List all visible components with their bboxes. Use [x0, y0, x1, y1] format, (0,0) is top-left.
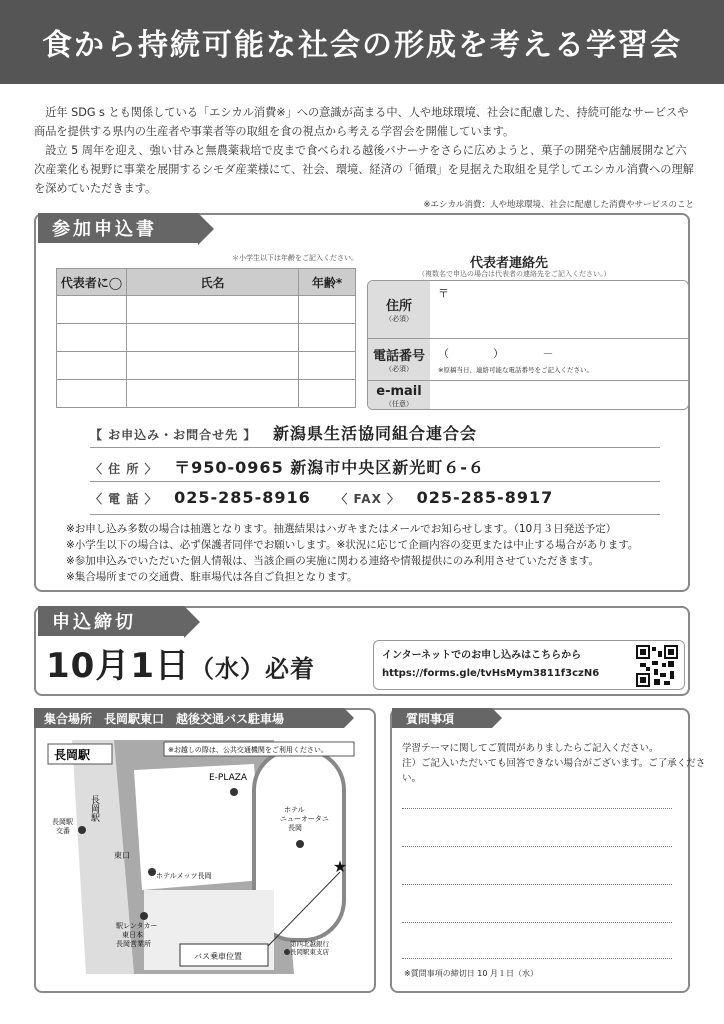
questions-intro-1: 学習テーマに関してご質問がありましたらご記入ください。 — [402, 743, 659, 754]
name-cell[interactable] — [127, 352, 299, 380]
hotel-mets-marker — [148, 868, 156, 876]
online-application — [373, 640, 685, 690]
age-cell[interactable] — [299, 324, 356, 352]
note-item: ※お申し込み多数の場合は抽選となります。抽選結果はハガキまたはメールでお知らせします。（10月３日発送予定） — [66, 523, 617, 535]
intro-paragraph-1: 近年 SDG s とも関係している「エシカル消費※」への意識が高まる中、人や地球環境、社会に配慮した、持続可能なサービスや商品を提供する県内の生産者や事業者等の取組を食の視点から考える学習会を開催しています。 — [34, 106, 689, 138]
rep-contact-box — [367, 280, 689, 410]
rent-car-marker — [140, 912, 148, 920]
address-label-text: 住所 — [385, 299, 412, 314]
rep-contact-subtitle: （複数名で申込の場合は代表者の連絡先をご記入ください。） — [418, 270, 611, 278]
table-row — [57, 296, 356, 324]
station-label: 長岡駅 — [54, 748, 91, 762]
age-cell[interactable] — [299, 380, 356, 408]
deadline-date-text: 10月1日 — [46, 646, 190, 686]
col-name: 氏名 — [127, 269, 299, 296]
koban-marker — [78, 826, 86, 834]
eplaza-label: E-PLAZA — [209, 773, 248, 783]
note-item: ※集合場所までの交通費、駐車場代は各自ご負担となります。 — [66, 571, 358, 583]
question-write-line[interactable] — [402, 884, 672, 885]
deadline-tab: 申込締切 — [38, 606, 184, 636]
contact-tel-label: 〈 電 話 〉 — [90, 492, 158, 506]
form-url-link[interactable]: https://forms.gle/tvHsMym3811f3czN6 — [382, 668, 600, 679]
tracks-label: 長岡駅 — [89, 795, 99, 822]
table-row — [57, 324, 356, 352]
question-write-line[interactable] — [402, 808, 672, 809]
questions-intro — [402, 741, 724, 786]
divider — [90, 447, 660, 448]
question-write-line[interactable] — [402, 846, 672, 847]
qr-code-icon[interactable] — [636, 645, 678, 687]
phone-format: （ ） － — [438, 347, 554, 360]
col-age: 年齢* — [299, 269, 356, 296]
contact-address-line — [90, 455, 660, 478]
rep-contact-title: 代表者連絡先 — [470, 256, 549, 271]
name-cell[interactable] — [127, 380, 299, 408]
questions-intro-2: 注）ご記入いただいても回答できない場合がございます。ご了承ください。 — [402, 758, 706, 784]
contact-address: 〒950-0965 新潟市中央区新光町６-６ — [174, 458, 485, 477]
venue-tab: 集合場所 長岡駅東口 越後交通バス駐車場 — [34, 708, 344, 728]
contact-tel: 025-285-8916 — [174, 488, 311, 507]
rep-mark-cell[interactable] — [57, 296, 127, 324]
divider — [90, 514, 660, 515]
application-form-tab: 参加申込書 — [38, 213, 198, 243]
note-item: ※小学生以下の場合は、必ず保護者同伴でお願いします。※状況に応じて企画内容の変更または中止する場合があります。 — [66, 539, 639, 551]
divider — [90, 481, 660, 482]
age-cell[interactable] — [299, 296, 356, 324]
optional-mark: （任意） — [385, 399, 413, 408]
rent-car-label: 駅レンタカー東日本長岡営業所 — [116, 922, 158, 948]
page-title: 食から持続可能な社会の形成を考える学習会 — [0, 0, 724, 84]
name-cell[interactable] — [127, 296, 299, 324]
intro-text — [34, 103, 694, 215]
participant-table — [56, 268, 356, 408]
deadline-date — [46, 638, 315, 687]
table-row — [57, 380, 356, 408]
table-row — [57, 352, 356, 380]
east-exit-label: 東口 — [114, 851, 130, 860]
contact-org: 新潟県生活協同組合連合会 — [272, 424, 477, 443]
intro-paragraph-2: 設立 5 周年を迎え、強い甘みと無農薬栽培で皮まで食べられる越後バナーナをさらに広めようと、菓子の開発や店舗展開など六次産業化も視野に事業を展開するシモダ産業様にて、社会、環境、経済の「循環」を見据えた取組を見学してエシカル消費への理解を深めていただきます。 — [34, 144, 694, 195]
contact-address-label: 〈 住 所 〉 — [90, 462, 158, 476]
question-write-line[interactable] — [402, 922, 672, 923]
postal-mark: 〒 — [438, 287, 449, 300]
address-row[interactable] — [368, 281, 688, 339]
questions-tab: 質問事項 — [392, 708, 492, 728]
star-icon: ★ — [332, 857, 348, 876]
address-label — [368, 281, 430, 338]
rep-mark-cell[interactable] — [57, 380, 127, 408]
rep-mark-cell[interactable] — [57, 324, 127, 352]
notes-list — [66, 521, 638, 585]
question-write-line[interactable] — [402, 958, 672, 959]
bank-marker — [284, 949, 290, 955]
email-label — [368, 381, 430, 410]
eplaza-marker — [230, 788, 238, 796]
note-item: ※参加申込みでいただいた個人情報は、当該企画の実施に関わる連絡や情報提供にのみ利用させていただきます。 — [66, 555, 599, 567]
required-mark: （必須） — [385, 365, 413, 373]
deadline-arrival: 必着 — [264, 655, 315, 683]
email-label-text: e-mail — [376, 383, 422, 399]
bus-stop-label: バス乗車位置 — [194, 952, 242, 961]
hotel-new-otani-label: ホテルニューオータニ長岡 — [280, 806, 329, 832]
contact-phone-line — [90, 488, 660, 507]
contact-org-line — [90, 421, 660, 444]
questions-deadline: ※質問事項の締切日 10 月１日（水） — [404, 969, 538, 978]
name-cell[interactable] — [127, 324, 299, 352]
email-row[interactable] — [368, 381, 688, 410]
phone-note: ※原稿当日、連絡可能な電話番号をご記入ください。 — [438, 366, 593, 374]
rep-mark-cell[interactable] — [57, 352, 127, 380]
hotel-mets-label: ホテルメッツ長岡 — [156, 872, 212, 880]
ethical-note: ※エシカル消費：人や地球環境、社会に配慮した消費やサービスのこと — [423, 200, 694, 210]
bank-label: 第四北越銀行長岡駅東支店 — [290, 940, 329, 956]
deadline-weekday: （水） — [189, 655, 265, 683]
venue-map — [44, 740, 356, 974]
phone-label-text: 電話番号 — [372, 349, 425, 364]
contact-fax: 025-285-8917 — [416, 488, 554, 507]
phone-label — [368, 339, 430, 380]
age-cell[interactable] — [299, 352, 356, 380]
koban-label: 長岡駅交番 — [52, 818, 73, 835]
online-label: インターネットでのお申し込みはこちらから — [382, 650, 582, 661]
map-note: ※お越しの際は、公共交通機関をご利用ください。 — [168, 746, 328, 754]
phone-row[interactable] — [368, 339, 688, 381]
col-representative: 代表者に◯ — [57, 269, 127, 296]
hotel-new-otani-marker — [296, 840, 304, 848]
age-note: ＊小学生以下は年齢をご記入ください。 — [232, 254, 358, 262]
contact-org-label: 【 お申込み・お問合せ先 】 — [90, 428, 257, 442]
contact-fax-label: 〈 FAX 〉 — [335, 492, 401, 506]
required-mark: （必須） — [385, 315, 413, 323]
